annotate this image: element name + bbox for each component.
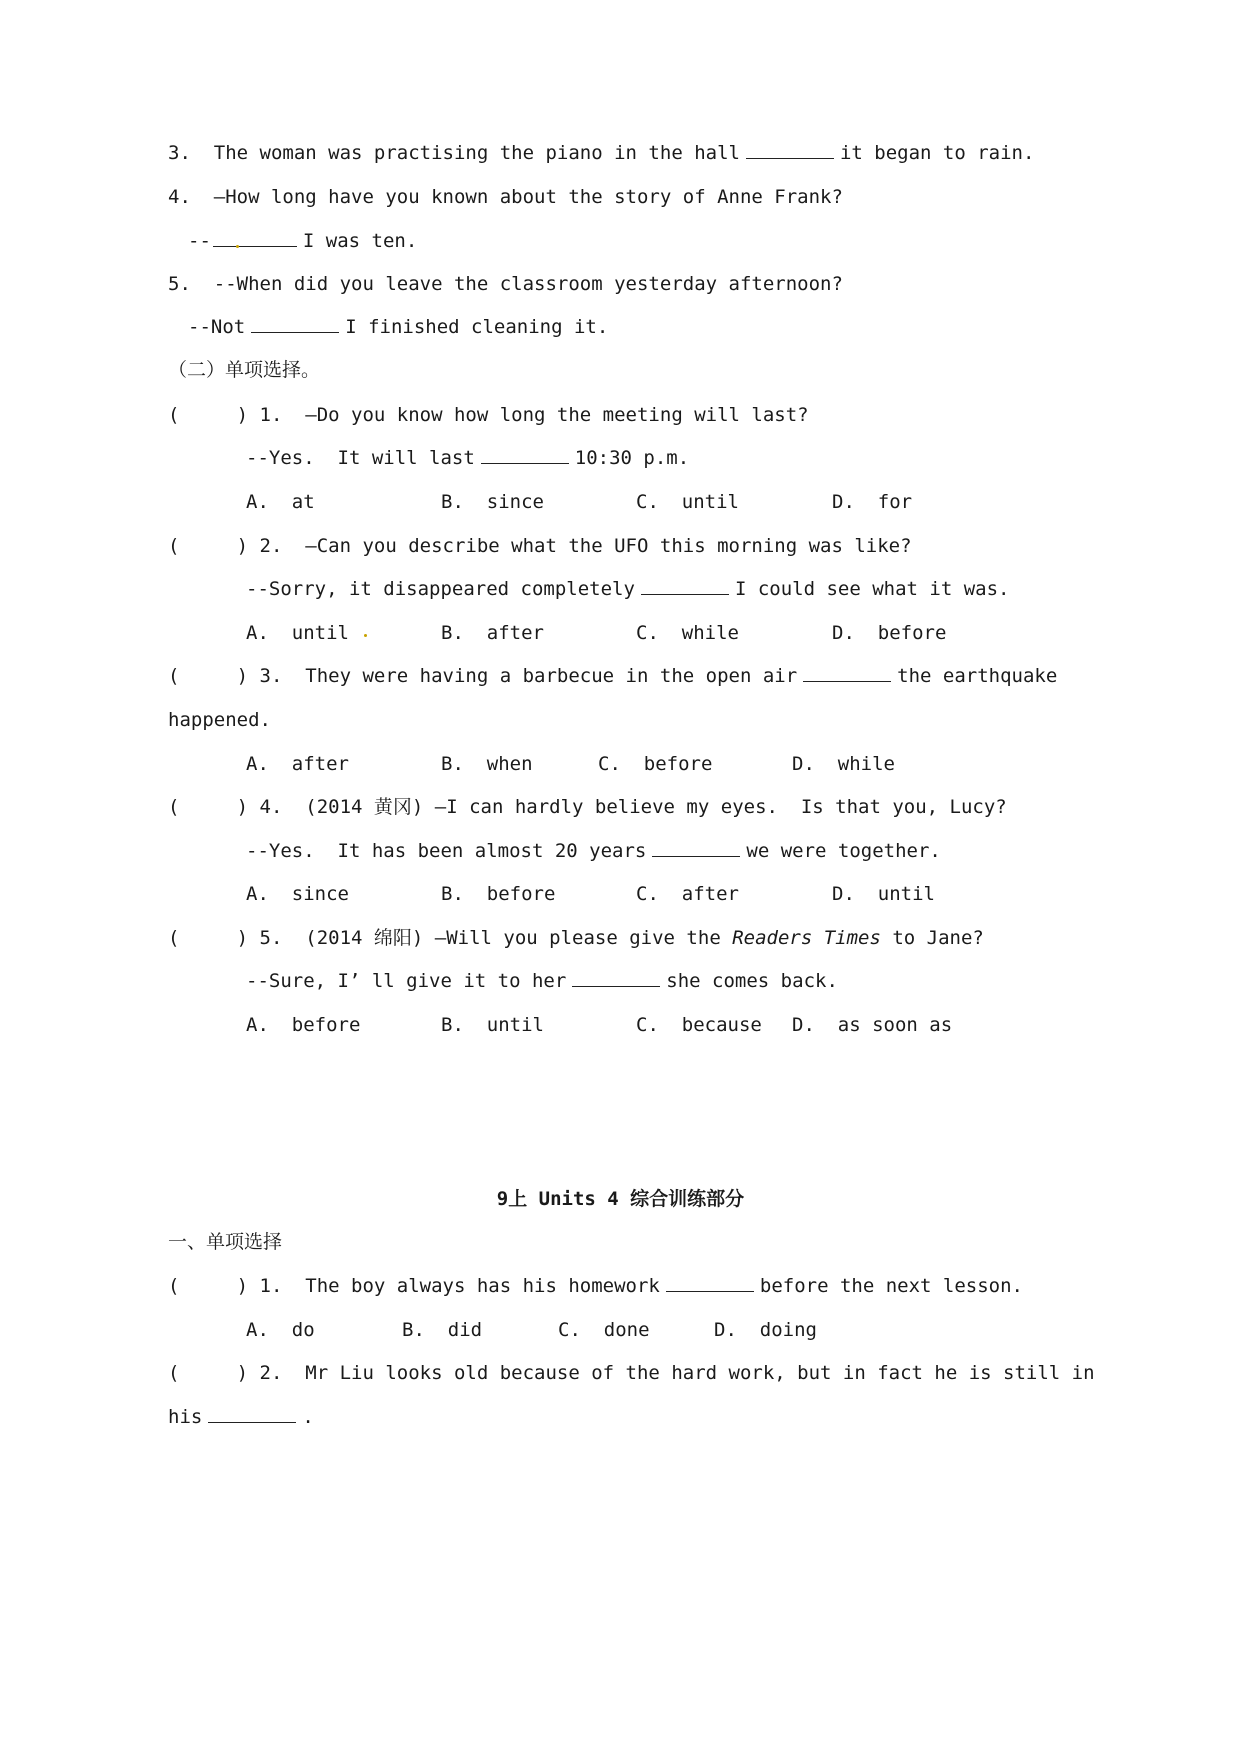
option-c[interactable]: C. until bbox=[636, 491, 739, 513]
option-a[interactable]: A. after bbox=[246, 753, 349, 775]
answer-tail: she comes back. bbox=[666, 970, 838, 992]
answer-blank[interactable] bbox=[213, 228, 297, 247]
option-d[interactable]: D. doing bbox=[714, 1319, 817, 1341]
answer-blank[interactable] bbox=[641, 576, 729, 595]
mc-question-4: ( ) 4. (2014 黄冈) –I can hardly believe my eyes. Is that you, Lucy? bbox=[168, 796, 1007, 818]
fill-item-5-answer bbox=[188, 314, 608, 340]
option-d[interactable]: D. as soon as bbox=[792, 1014, 953, 1036]
mc-question-2: ( ) 2. –Can you describe what the UFO this morning was like? bbox=[168, 535, 912, 557]
question-text: ( ) 5. (2014 绵阳) –Will you please give the bbox=[168, 927, 733, 949]
option-d[interactable]: D. for bbox=[832, 491, 913, 513]
option-a[interactable]: A. until bbox=[246, 622, 349, 644]
stray-mark bbox=[364, 634, 367, 637]
option-c[interactable]: C. before bbox=[598, 753, 713, 775]
option-a[interactable]: A. since bbox=[246, 883, 349, 905]
fill-item-4-answer-tail: I was ten. bbox=[302, 230, 418, 252]
question-text: ( ) 1. The boy always has his homework bbox=[168, 1275, 660, 1297]
question-tail: . bbox=[302, 1406, 314, 1428]
option-a[interactable]: A. before bbox=[246, 1014, 361, 1036]
mc2-question-2-continued bbox=[168, 1404, 314, 1430]
answer-prefix: --Yes. It will last bbox=[246, 447, 475, 469]
section-heading: 一、单项选择 bbox=[168, 1231, 283, 1253]
fill-item-3-text: 3. The woman was practising the piano in the hall bbox=[168, 142, 740, 164]
answer-prefix: --Yes. It has been almost 20 years bbox=[246, 840, 647, 862]
mc-question-1: ( ) 1. –Do you know how long the meeting will last? bbox=[168, 404, 809, 426]
option-c[interactable]: C. after bbox=[636, 883, 739, 905]
option-b[interactable]: B. after bbox=[441, 622, 544, 644]
option-c[interactable]: C. done bbox=[558, 1319, 650, 1341]
part-title: 9上 Units 4 综合训练部分 bbox=[496, 1188, 745, 1210]
publication-title: Readers Times bbox=[732, 927, 881, 949]
mc-question-3 bbox=[168, 663, 1057, 689]
fill-item-3-tail: it began to rain. bbox=[839, 142, 1035, 164]
answer-blank[interactable] bbox=[803, 663, 891, 682]
fill-item-4-answer bbox=[188, 228, 417, 254]
fill-item-4-text: 4. –How long have you known about the story of Anne Frank? bbox=[168, 186, 843, 208]
stray-mark bbox=[236, 245, 239, 248]
answer-blank[interactable] bbox=[208, 1404, 296, 1423]
mc-question-1-answer bbox=[246, 445, 689, 471]
fill-item-5-answer-tail: I finished cleaning it. bbox=[345, 316, 609, 338]
option-d[interactable]: D. while bbox=[792, 753, 895, 775]
answer-tail: I could see what it was. bbox=[734, 578, 1010, 600]
fill-item-3 bbox=[168, 140, 1034, 166]
option-d[interactable]: D. until bbox=[832, 883, 935, 905]
question-tail: before the next lesson. bbox=[759, 1275, 1023, 1297]
question-tail: to Jane? bbox=[880, 927, 984, 949]
fill-item-5-text: 5. --When did you leave the classroom yesterday afternoon? bbox=[168, 273, 843, 295]
option-b[interactable]: B. until bbox=[441, 1014, 544, 1036]
option-c[interactable]: C. because bbox=[636, 1014, 762, 1036]
option-d[interactable]: D. before bbox=[832, 622, 947, 644]
option-b[interactable]: B. did bbox=[402, 1319, 483, 1341]
answer-blank[interactable] bbox=[652, 838, 740, 857]
answer-tail: 10:30 p.m. bbox=[574, 447, 690, 469]
option-a[interactable]: A. do bbox=[246, 1319, 315, 1341]
mc-question-4-answer bbox=[246, 838, 941, 864]
answer-blank[interactable] bbox=[481, 445, 569, 464]
question-text: his bbox=[168, 1406, 203, 1428]
option-c[interactable]: C. while bbox=[636, 622, 739, 644]
answer-blank[interactable] bbox=[666, 1273, 754, 1292]
mc-question-5 bbox=[168, 925, 984, 951]
question-text: ( ) 3. They were having a barbecue in the open air bbox=[168, 665, 798, 687]
fill-item-4-answer-prefix: -- bbox=[188, 230, 211, 252]
answer-blank[interactable] bbox=[572, 968, 660, 987]
mc-question-5-answer bbox=[246, 968, 838, 994]
option-b[interactable]: B. when bbox=[441, 753, 533, 775]
section-heading: （二）单项选择。 bbox=[168, 359, 321, 381]
mc-question-3-continued: happened. bbox=[168, 709, 271, 731]
option-a[interactable]: A. at bbox=[246, 491, 315, 513]
fill-item-5 bbox=[168, 271, 843, 297]
fill-item-4 bbox=[168, 184, 843, 210]
answer-prefix: --Sure, I’ ll give it to her bbox=[246, 970, 567, 992]
answer-tail: we were together. bbox=[746, 840, 941, 862]
answer-blank[interactable] bbox=[251, 314, 339, 333]
answer-prefix: --Sorry, it disappeared completely bbox=[246, 578, 635, 600]
mc2-question-1 bbox=[168, 1273, 1023, 1299]
mc-question-2-answer bbox=[246, 576, 1009, 602]
answer-blank[interactable] bbox=[746, 140, 834, 159]
option-b[interactable]: B. since bbox=[441, 491, 544, 513]
option-b[interactable]: B. before bbox=[441, 883, 556, 905]
mc2-question-2: ( ) 2. Mr Liu looks old because of the hard work, but in fact he is still in bbox=[168, 1362, 1095, 1384]
question-tail: the earthquake bbox=[897, 665, 1058, 687]
fill-item-5-answer-prefix: --Not bbox=[188, 316, 246, 338]
